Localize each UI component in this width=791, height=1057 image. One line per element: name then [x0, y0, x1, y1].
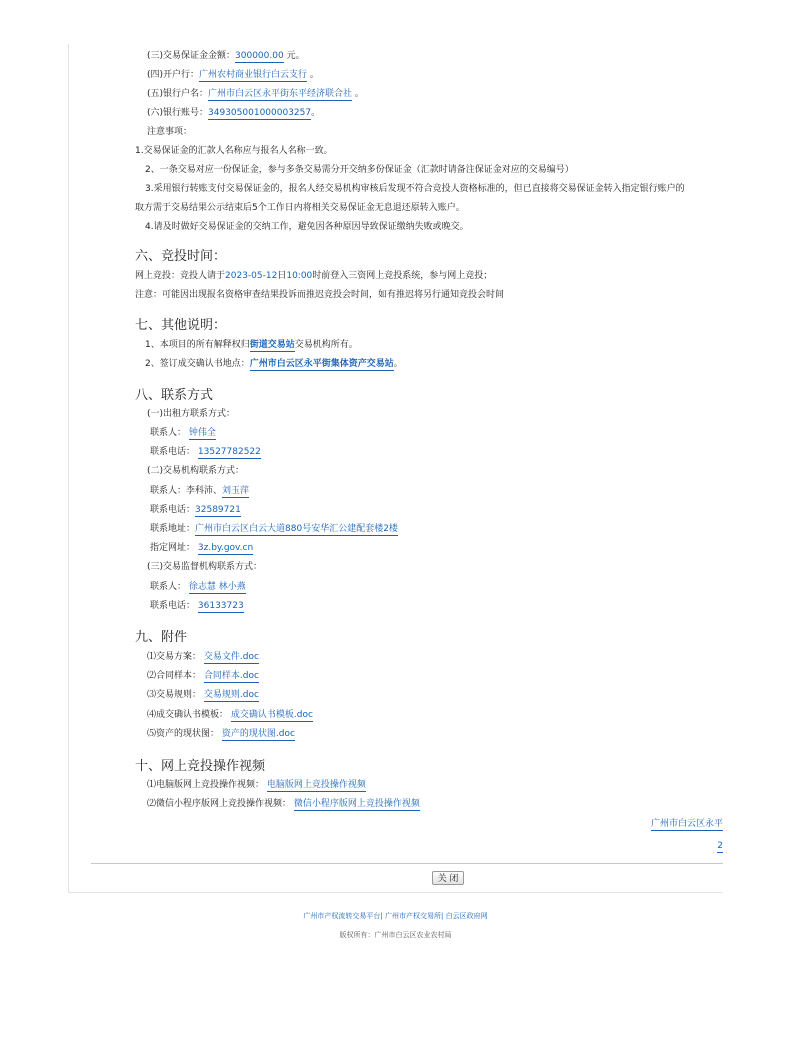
deposit-account-no-line: (六)银行账号：349305001000003257。 [147, 108, 321, 118]
content-divider [91, 863, 723, 864]
section-9-title: 九、附件 [135, 630, 188, 645]
attachment-5: ⑸资产的现状图： 资产的现状图.doc [147, 729, 295, 739]
attachment-link-2[interactable]: 合同样本.doc [203, 671, 259, 681]
supervisor-phone: 联系电话： 36133723 [150, 601, 244, 611]
agency-address-value: 广州市白云区白云大道880号安华汇公建配套楼2楼 [195, 524, 398, 534]
section-6-title: 六、竞投时间： [135, 249, 227, 264]
footer-link-platform[interactable]: 广州市产权流转交易平台 [303, 912, 381, 920]
bidding-note: 注意：可能因出现报名资格审查结果投诉而推迟竞投会时间，如有推迟将另行通知竞投会时间 [135, 290, 505, 300]
deposit-bank: 广州农村商业银行白云支行 [199, 70, 308, 80]
deposit-account-name: 广州市白云区永平街东平经济联合社 [208, 89, 353, 99]
footer-copyright: 版权所有：广州市白云区农业农村局 [339, 931, 452, 939]
section-10-title: 十、网上竞投操作视频 [135, 759, 266, 774]
lessor-contact-heading: (一)出租方联系方式： [147, 409, 236, 419]
agency-contact-heading: (二)交易机构联系方式： [147, 466, 245, 476]
attachment-link-3[interactable]: 交易规则.doc [203, 690, 259, 700]
document-frame [68, 44, 723, 893]
close-button[interactable]: 关 闭 [432, 871, 464, 885]
other-item-2: 2、签订成交确认书地点：广州市白云区永平街集体资产交易站。 [145, 359, 403, 369]
lessor-phone: 联系电话： 13527782522 [150, 447, 261, 457]
agency-contact: 联系人：李科沛、刘玉萍 [150, 486, 250, 496]
footer-link-exchange[interactable]: 广州市产权交易所 [385, 912, 441, 920]
agency-website-link[interactable]: 3z.by.gov.cn [197, 543, 254, 553]
bidding-date: 2023-05-12 [225, 271, 278, 281]
agency-website: 指定网址： 3z.by.gov.cn [150, 543, 254, 553]
supervisor-contact: 联系人： 徐志慧 林小燕 [150, 582, 246, 592]
video-item-1: ⑴电脑版网上竞投操作视频： 电脑版网上竞投操作视频 [147, 780, 366, 790]
deposit-account-no: 349305001000003257 [208, 108, 312, 118]
deposit-amount-line: (三)交易保证金金额：300000.00 元。 [147, 51, 305, 61]
attachment-4: ⑷成交确认书模板： 成交确认书模板.doc [147, 710, 313, 720]
issue-date: 2 [717, 841, 723, 851]
footer-links: 广州市产权流转交易平台| 广州市产权交易所| 白云区政府网 [303, 912, 488, 920]
other-item-1: 1、本项目的所有解释权归街道交易站交易机构所有。 [145, 340, 358, 350]
lessor-phone-number: 13527782522 [197, 447, 261, 457]
section-7-title: 七、其他说明： [135, 318, 227, 333]
station-link[interactable]: 街道交易站 [249, 340, 295, 350]
section-8-title: 八、联系方式 [135, 388, 214, 403]
note-3: 3.采用银行转账支付交易保证金的，报名人经交易机构审核后发现不符合竞投人资格标准的，但已直接将交易保证金转入指定银行账户的 [145, 184, 685, 194]
attachment-link-1[interactable]: 交易文件.doc [203, 652, 259, 662]
agency-contact-name: 刘玉萍 [222, 486, 250, 496]
attachment-link-5[interactable]: 资产的现状图.doc [221, 729, 295, 739]
note-4: 4.请及时做好交易保证金的交纳工作，避免因各种原因导致保证缴纳失败或晚交。 [145, 222, 469, 232]
attachment-3: ⑶交易规则： 交易规则.doc [147, 690, 259, 700]
note-3-cont: 取方需于交易结果公示结束后5个工作日内将相关交易保证金无息退还原转入账户。 [135, 203, 465, 213]
attachment-link-4[interactable]: 成交确认书模板.doc [230, 710, 313, 720]
attachment-2: ⑵合同样本： 合同样本.doc [147, 671, 259, 681]
supervisor-contact-name: 徐志慧 林小燕 [188, 582, 246, 592]
agency-address: 联系地址：广州市白云区白云大道880号安华汇公建配套楼2楼 [150, 524, 398, 534]
bidding-time: 10:00 [286, 271, 313, 281]
pc-video-link[interactable]: 电脑版网上竞投操作视频 [266, 780, 366, 790]
signing-location-link[interactable]: 广州市白云区永平街集体资产交易站 [249, 359, 394, 369]
notes-title: 注意事项： [147, 127, 193, 137]
note-1: 1.交易保证金的汇款人名称应与报名人名称一致。 [135, 146, 333, 156]
deposit-amount: 300000.00 [235, 51, 284, 61]
agency-phone-number: 32589721 [195, 505, 241, 515]
wechat-video-link[interactable]: 微信小程序版网上竞投操作视频 [293, 799, 420, 809]
deposit-bank-line: (四)开户行：广州农村商业银行白云支行 。 [147, 70, 319, 80]
deposit-account-name-line: (五)银行户名：广州市白云区永平街东平经济联合社 。 [147, 89, 364, 99]
supervisor-phone-number: 36133723 [197, 601, 244, 611]
footer-link-gov[interactable]: 白云区政府网 [445, 912, 488, 920]
issuer-name: 广州市白云区永平 [650, 819, 723, 829]
agency-phone: 联系电话：32589721 [150, 505, 241, 515]
video-item-2: ⑵微信小程序版网上竞投操作视频： 微信小程序版网上竞投操作视频 [147, 799, 420, 809]
supervisor-contact-heading: (三)交易监督机构联系方式： [147, 562, 263, 572]
bidding-time-line: 网上竞投：竞投人请于2023-05-12日10:00时前登入三资网上竞投系统，参与网上竞投； [135, 271, 493, 281]
note-2: 2、一条交易对应一份保证金，参与多条交易需分开交纳多份保证金（汇款时请备注保证金对应的交易编号） [145, 165, 574, 175]
lessor-contact: 联系人： 钟伟全 [150, 428, 216, 438]
lessor-contact-name: 钟伟全 [188, 428, 216, 438]
attachment-1: ⑴交易方案： 交易文件.doc [147, 652, 259, 662]
